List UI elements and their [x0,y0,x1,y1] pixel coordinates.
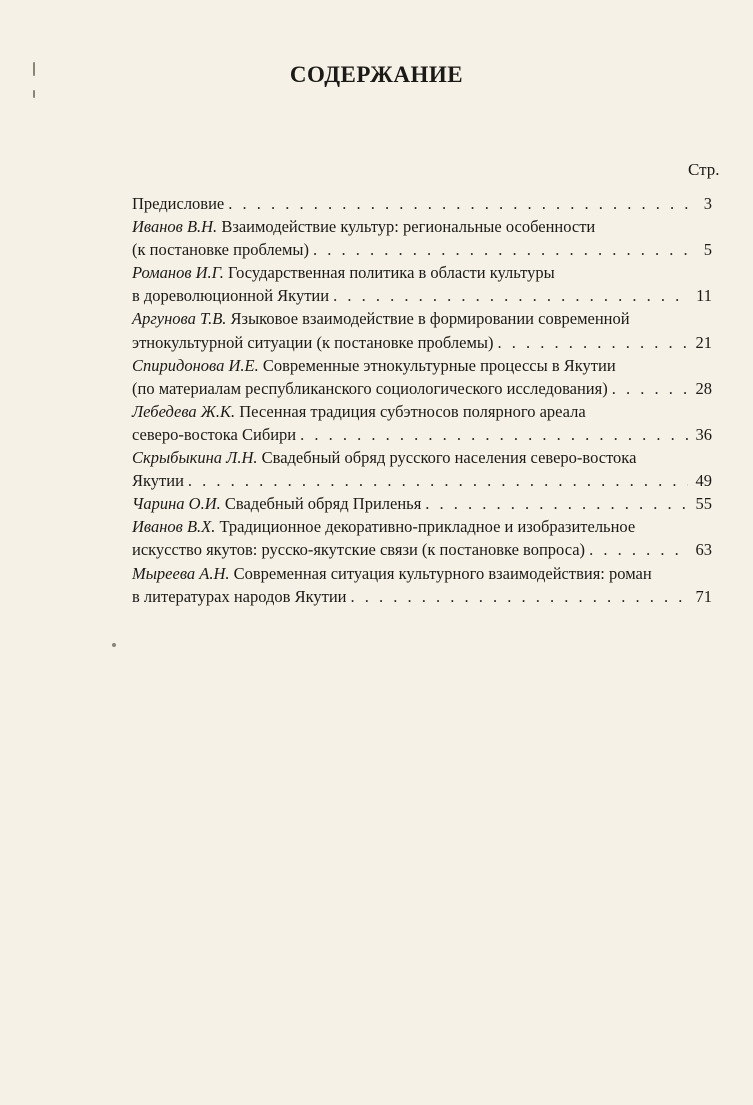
toc-entry-author: Романов И.Г. [132,263,224,283]
toc-entry-line [132,261,712,284]
page-column-label: Стр. [688,160,720,179]
toc-entry-title: Языковое взаимодействие в формировании современной [230,309,630,329]
toc-entry-page: 21 [695,332,712,352]
toc-entry-title: Свадебный обряд Приленья [224,494,422,514]
toc-entry-line [132,238,712,261]
toc-entry-title-continued: этнокультурной ситуации (к постановке проблемы) [132,332,494,352]
dot-leader [188,469,688,492]
dot-leader [351,585,689,608]
toc-entry-author: Иванов В.Х. [132,517,216,537]
toc-entry-title-continued: в литературах народов Якутии [132,586,347,606]
toc-entry [132,492,712,515]
page-title: СОДЕРЖАНИЕ [289,62,464,87]
toc-entry-line [132,331,712,354]
scan-speck [112,643,116,647]
dot-leader [589,538,688,561]
toc-entry-author: Мыреева А.Н. [132,563,230,583]
toc-entry-page: 5 [703,240,712,260]
toc-entry-title: Песенная традиция субэтносов полярного ареала [239,401,586,421]
dot-leader [228,192,688,215]
toc-entry-title-continued: (к постановке проблемы) [132,240,310,260]
toc-entry-author: Чарина О.И. [132,494,221,514]
toc-entry-title: Взаимодействие культур: региональные особенности [221,217,596,237]
toc-entry-title-continued: северо-востока Сибири [132,424,297,444]
toc-entry [132,354,712,400]
dot-leader [313,238,688,261]
toc-entry-author: Скрыбыкина Л.Н. [132,448,258,468]
toc-entry-line [132,515,712,538]
toc-entry-line [132,423,712,446]
toc-entry-line [132,446,712,469]
toc-entry-title: Современные этнокультурные процессы в Якутии [262,355,616,375]
toc-entry-page: 49 [695,471,712,491]
toc-entry-line [132,307,712,330]
toc-entry-line [132,192,712,215]
toc-entry-line [132,538,712,561]
toc-entry-title-continued: в дореволюционной Якутии [132,286,330,306]
toc-entry [132,515,712,561]
toc-entry-line [132,284,712,307]
toc-entry-page: 36 [695,424,712,444]
toc-entry [132,215,712,261]
toc-entry-title-continued: Якутии [132,471,184,491]
toc-entry-title-continued: (по материалам республиканского социологического исследования) [132,378,608,398]
toc-entry-line [132,492,712,515]
table-of-contents [132,192,712,608]
scan-speck [33,90,35,98]
toc-entry-line [132,469,712,492]
toc-entry-line [132,215,712,238]
toc-entry [132,192,712,215]
toc-entry [132,307,712,353]
toc-entry-author: Лебедева Ж.К. [132,401,236,421]
toc-entry [132,261,712,307]
toc-entry-title: Традиционное декоративно-прикладное и изобразительное [219,517,636,537]
toc-entry-line [132,562,712,585]
toc-entry [132,400,712,446]
dot-leader [333,284,688,307]
toc-entry-title: Государственная политика в области культуры [228,263,555,283]
toc-entry-title: Современная ситуация культурного взаимодействия: роман [233,563,652,583]
toc-entry-page: 11 [696,286,712,306]
toc-entry-page: 3 [703,194,712,213]
toc-entry-author: Спиридонова И.Е. [132,355,259,375]
toc-entry-line [132,377,712,400]
toc-entry-author: Иванов В.Н. [132,217,218,237]
toc-entry-page: 71 [695,586,712,606]
toc-entry-line [132,354,712,377]
toc-entry-page: 63 [695,540,712,560]
toc-entry-title: Предисловие [132,194,225,213]
toc-entry-page: 28 [695,378,712,398]
dot-leader [425,492,688,515]
dot-leader [300,423,688,446]
dot-leader [612,377,688,400]
dot-leader [497,331,688,354]
toc-entry-line [132,400,712,423]
toc-entry-title-continued: искусство якутов: русско-якутские связи (к постановке вопроса) [132,540,586,560]
toc-entry-line [132,585,712,608]
toc-entry-title: Свадебный обряд русского населения северо-востока [261,448,637,468]
toc-entry-author: Аргунова Т.В. [132,309,227,329]
toc-entry [132,562,712,608]
toc-entry [132,446,712,492]
toc-entry-page: 55 [695,494,712,514]
